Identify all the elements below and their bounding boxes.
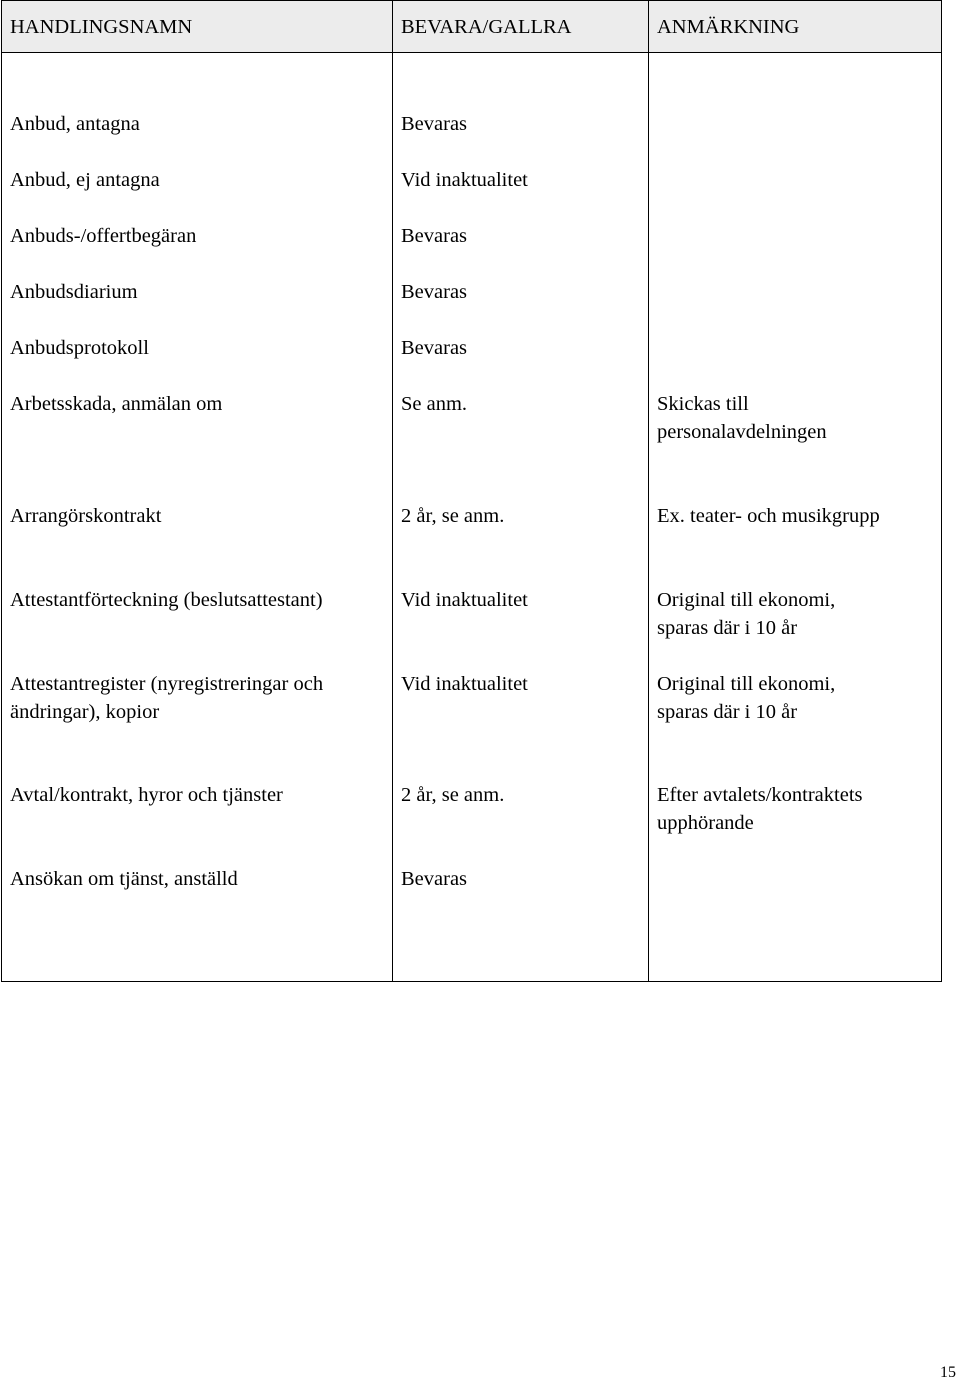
cell-note: personalavdelningen: [657, 421, 827, 443]
cell-note: Skickas till: [657, 393, 749, 415]
cell-name: Arrangörskontrakt: [10, 505, 162, 527]
cell-name: Anbud, antagna: [10, 113, 140, 135]
records-table: [1, 0, 942, 982]
cell-note: Ex. teater- och musikgrupp: [657, 505, 880, 527]
cell-name: Arbetsskada, anmälan om: [10, 393, 223, 415]
cell-retention: 2 år, se anm.: [401, 784, 505, 806]
cell-name: Anbudsdiarium: [10, 281, 138, 303]
table-header-row: [2, 1, 941, 53]
page-number: 15: [940, 1364, 956, 1381]
cell-note: Original till ekonomi,: [657, 589, 836, 611]
cell-note: sparas där i 10 år: [657, 617, 798, 639]
cell-retention: Bevaras: [401, 281, 468, 303]
header-handlingsnamn: HANDLINGSNAMN: [10, 16, 193, 38]
cell-name: Ansökan om tjänst, anställd: [10, 868, 238, 890]
cell-retention: Bevaras: [401, 113, 468, 135]
column-divider-1: [392, 1, 393, 981]
cell-name: ändringar), kopior: [10, 701, 160, 723]
header-bevara-gallra: BEVARA/GALLRA: [401, 16, 572, 38]
cell-name: Anbud, ej antagna: [10, 169, 160, 191]
cell-note: sparas där i 10 år: [657, 701, 798, 723]
cell-name: Attestantregister (nyregistreringar och: [10, 673, 324, 695]
cell-retention: Vid inaktualitet: [401, 169, 528, 191]
cell-retention: Se anm.: [401, 393, 468, 415]
cell-retention: Bevaras: [401, 868, 468, 890]
cell-note: upphörande: [657, 812, 754, 834]
cell-name: Anbudsprotokoll: [10, 337, 149, 359]
cell-retention: Bevaras: [401, 337, 468, 359]
column-divider-2: [648, 1, 649, 981]
cell-retention: Bevaras: [401, 225, 468, 247]
cell-retention: Vid inaktualitet: [401, 589, 528, 611]
cell-note: Efter avtalets/kontraktets: [657, 784, 863, 806]
cell-note: Original till ekonomi,: [657, 673, 836, 695]
header-anmarkning: ANMÄRKNING: [657, 16, 800, 38]
cell-name: Anbuds-/offertbegäran: [10, 225, 197, 247]
cell-name: Avtal/kontrakt, hyror och tjänster: [10, 784, 283, 806]
cell-name: Attestantförteckning (beslutsattestant): [10, 589, 323, 611]
cell-retention: 2 år, se anm.: [401, 505, 505, 527]
cell-retention: Vid inaktualitet: [401, 673, 528, 695]
